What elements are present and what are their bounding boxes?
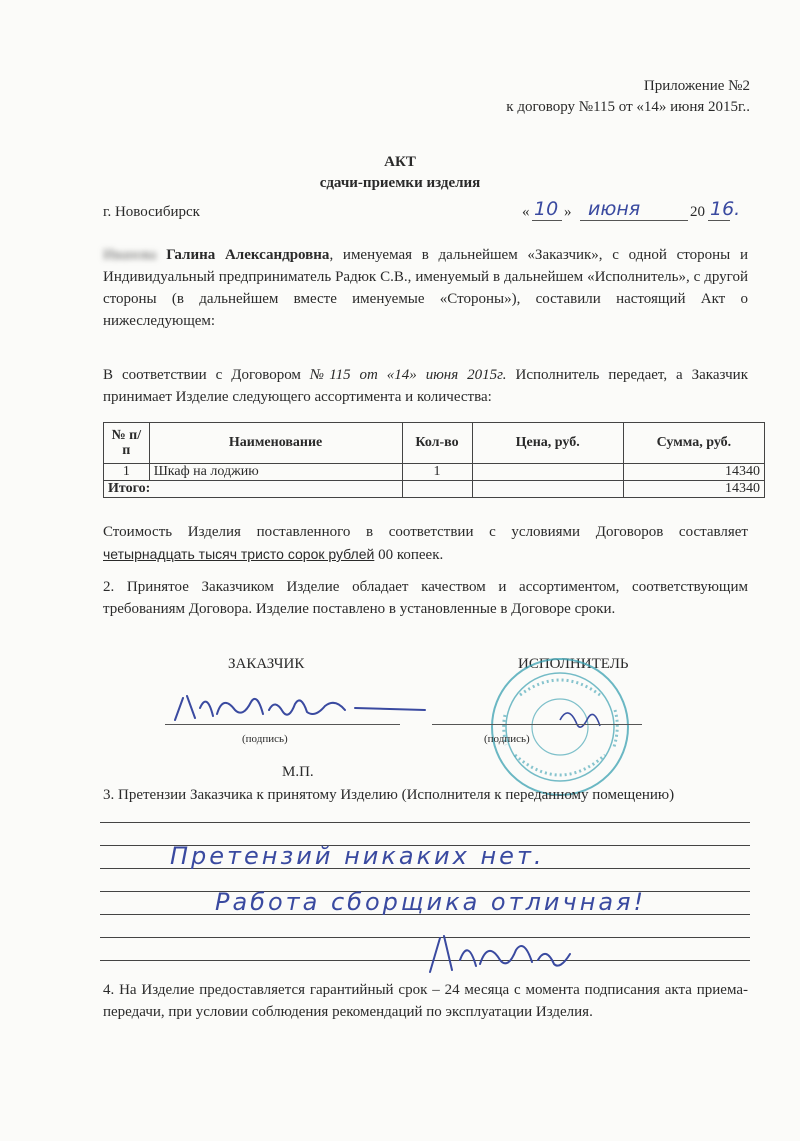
date-field	[522, 200, 762, 224]
total-price-empty	[472, 481, 623, 498]
sign-caption-right: (подпись)	[484, 733, 530, 745]
annex-block	[506, 76, 750, 118]
document-title	[0, 152, 800, 194]
contractor-label: ИСПОЛНИТЕЛЬ	[518, 656, 629, 672]
table-header-row	[104, 423, 765, 464]
date-month: июня	[588, 198, 641, 220]
annex-line-2: к договору №115 от «14» июня 2015г..	[506, 99, 750, 115]
total-qty-empty	[402, 481, 472, 498]
customer-signature-2	[420, 930, 580, 980]
row-name: Шкаф на лоджию	[149, 464, 402, 481]
clause-1-prefix: В соответствии с Договором	[103, 367, 310, 383]
total-label: Итого:	[104, 481, 403, 498]
clause-1	[103, 364, 748, 408]
clause-1-suffix: Исполнитель передает, а Заказчик принимает Изделие следующего ассортимента и количества:	[103, 367, 748, 405]
stamp-place-label: М.П.	[282, 764, 314, 780]
annex-line-1: Приложение №2	[643, 78, 750, 94]
row-sum: 14340	[623, 464, 764, 481]
clause-3: 3. Претензии Заказчика к принятому Изделию (Исполнителя к переданному помещению)	[103, 787, 675, 803]
cost-paragraph	[103, 521, 748, 566]
table-total-row	[104, 481, 765, 498]
date-close-quote: »	[564, 204, 572, 220]
title-line-2: сдачи-приемки изделия	[319, 175, 481, 191]
intro-paragraph	[103, 244, 748, 332]
cost-words: четырнадцать тысяч тристо сорок рублей	[103, 546, 375, 562]
items-table	[103, 422, 765, 498]
date-year-suffix: 16.	[710, 198, 741, 220]
clause-2: 2. Принятое Заказчиком Изделие обладает качеством и ассортиментом, соответствующим требованиям Договора. Изделие поставлено в установленные в Договоре сроки.	[103, 579, 748, 617]
date-open-quote: «	[522, 204, 530, 220]
handwritten-claims-line-2: Работа сборщика отличная!	[215, 888, 647, 916]
customer-signature	[165, 688, 445, 728]
contract-reference: №115 от «14» июня 2015г.	[309, 367, 507, 383]
handwritten-claims-line-1: Претензий никаких нет.	[170, 842, 545, 870]
table-row	[104, 464, 765, 481]
row-qty: 1	[402, 464, 472, 481]
header-name: Наименование	[149, 423, 402, 464]
clause-4: 4. На Изделие предоставляется гарантийный срок – 24 месяца с момента подписания акта приема-передачи, при условии соблюдения рекомендаций по эксплуатации Изделия.	[103, 982, 748, 1020]
date-day: 10	[534, 198, 559, 220]
intro-text: , именуемая в дальнейшем «Заказчик», с одной стороны и Индивидуальный предприниматель Радюк С.В., именуемый в дальнейшем «Исполнитель», с другой стороны (в дальнейшем вместе именуемые «Стороны»), составили настоящий Акт о нижеследующем:	[103, 247, 749, 329]
header-qty: Кол-во	[402, 423, 472, 464]
row-price	[472, 464, 623, 481]
hidden-surname: Иванова	[103, 247, 157, 263]
title-line-1: АКТ	[384, 154, 416, 170]
city: г. Новосибирск	[103, 204, 200, 220]
contractor-signature	[550, 700, 610, 740]
cost-suffix: 00 копеек.	[374, 547, 444, 563]
total-sum: 14340	[623, 481, 764, 498]
customer-label: ЗАКАЗЧИК	[228, 656, 305, 672]
customer-name: Галина Александровна	[166, 247, 330, 263]
sign-caption-left: (подпись)	[242, 733, 288, 745]
row-num: 1	[104, 464, 150, 481]
header-num: № п/п	[104, 423, 150, 464]
header-sum: Сумма, руб.	[623, 423, 764, 464]
header-price: Цена, руб.	[472, 423, 623, 464]
cost-prefix: Стоимость Изделия поставленного в соответствии с условиями Договоров составляет	[103, 524, 748, 540]
date-year-prefix: 20	[690, 204, 705, 220]
